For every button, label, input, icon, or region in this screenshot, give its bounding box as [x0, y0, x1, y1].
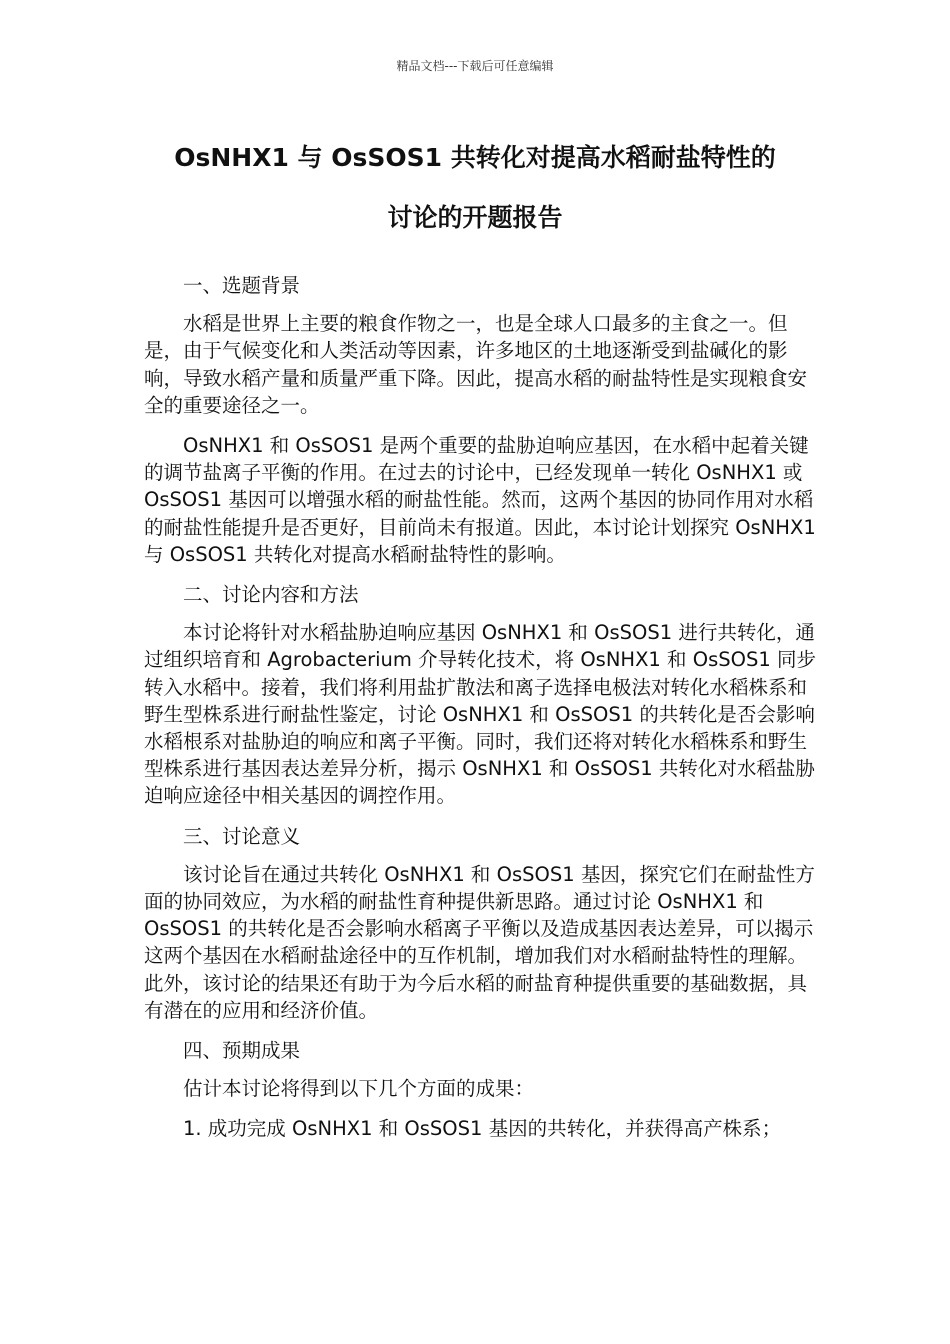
page-header: 精品文档---下载后可任意编辑: [396, 59, 554, 73]
list-item: 1. 成功完成 OsNHX1 和 OsSOS1 基因的共转化，并获得高产株系；: [183, 1117, 782, 1141]
paragraph: 该讨论旨在通过共转化 OsNHX1 和 OsSOS1 基因，探究它们在耐盐性方面的协同效应，为水稻的耐盐性育种提供新思路。通过讨论 OsNHX1 和 OsSOS1 的共转化是否会影响水稻离子平衡以及造成基因表达差异，可以揭示这两个基因在水稻耐盐途径中的互作机制，增加我们对水稻耐盐特性的理解。此外，该讨论的结果还有助于为今后水稻的耐盐育种提供重要的基础数据，具有潜在的应用和经济价值。: [144, 862, 815, 1022]
document-body: [144, 272, 824, 1156]
paragraph: 本讨论将针对水稻盐胁迫响应基因 OsNHX1 和 OsSOS1 进行共转化，通过组织培育和 Agrobacterium 介导转化技术，将 OsNHX1 和 OsSOS1 同步转入水稻中。接着，我们将利用盐扩散法和离子选择电极法对转化水稻株系和野生型株系进行耐盐性鉴定，讨论 OsNHX1 和 OsSOS1 的共转化是否会影响水稻根系对盐胁迫的响应和离子平衡。同时，我们还将对转化水稻株系和野生型株系进行基因表达差异分析，揭示 OsNHX1 和 OsSOS1 共转化对水稻盐胁迫响应途径中相关基因的调控作用。: [144, 621, 816, 808]
section-heading-background: 一、选题背景: [183, 274, 301, 297]
document-title-line-2: 讨论的开题报告: [387, 203, 563, 232]
document-title-line-1: OsNHX1 与 OsSOS1 共转化对提高水稻耐盐特性的: [174, 143, 776, 172]
section-heading-expected-results: 四、预期成果: [183, 1039, 301, 1063]
paragraph: 水稻是世界上主要的粮食作物之一，也是全球人口最多的主食之一。但是，由于气候变化和人类活动等因素，许多地区的土地逐渐受到盐碱化的影响，导致水稻产量和质量严重下降。因此，提高水稻的耐盐特性是实现粮食安全的重要途径之一。: [144, 312, 808, 417]
section-heading-significance: 三、讨论意义: [183, 824, 301, 848]
section-heading-methods: 二、讨论内容和方法: [183, 583, 359, 607]
paragraph: OsNHX1 和 OsSOS1 是两个重要的盐胁迫响应基因，在水稻中起着关键的调节盐离子平衡的作用。在过去的讨论中，已经发现单一转化 OsNHX1 或 OsSOS1 基因可以增强水稻的耐盐性能。然而，这两个基因的协同作用对水稻的耐盐性能提升是否更好，目前尚未有报道。因此，本讨论计划探究 OsNHX1 与 OsSOS1 共转化对提高水稻耐盐特性的影响。: [144, 434, 816, 566]
paragraph: 估计本讨论将得到以下几个方面的成果：: [183, 1077, 535, 1101]
